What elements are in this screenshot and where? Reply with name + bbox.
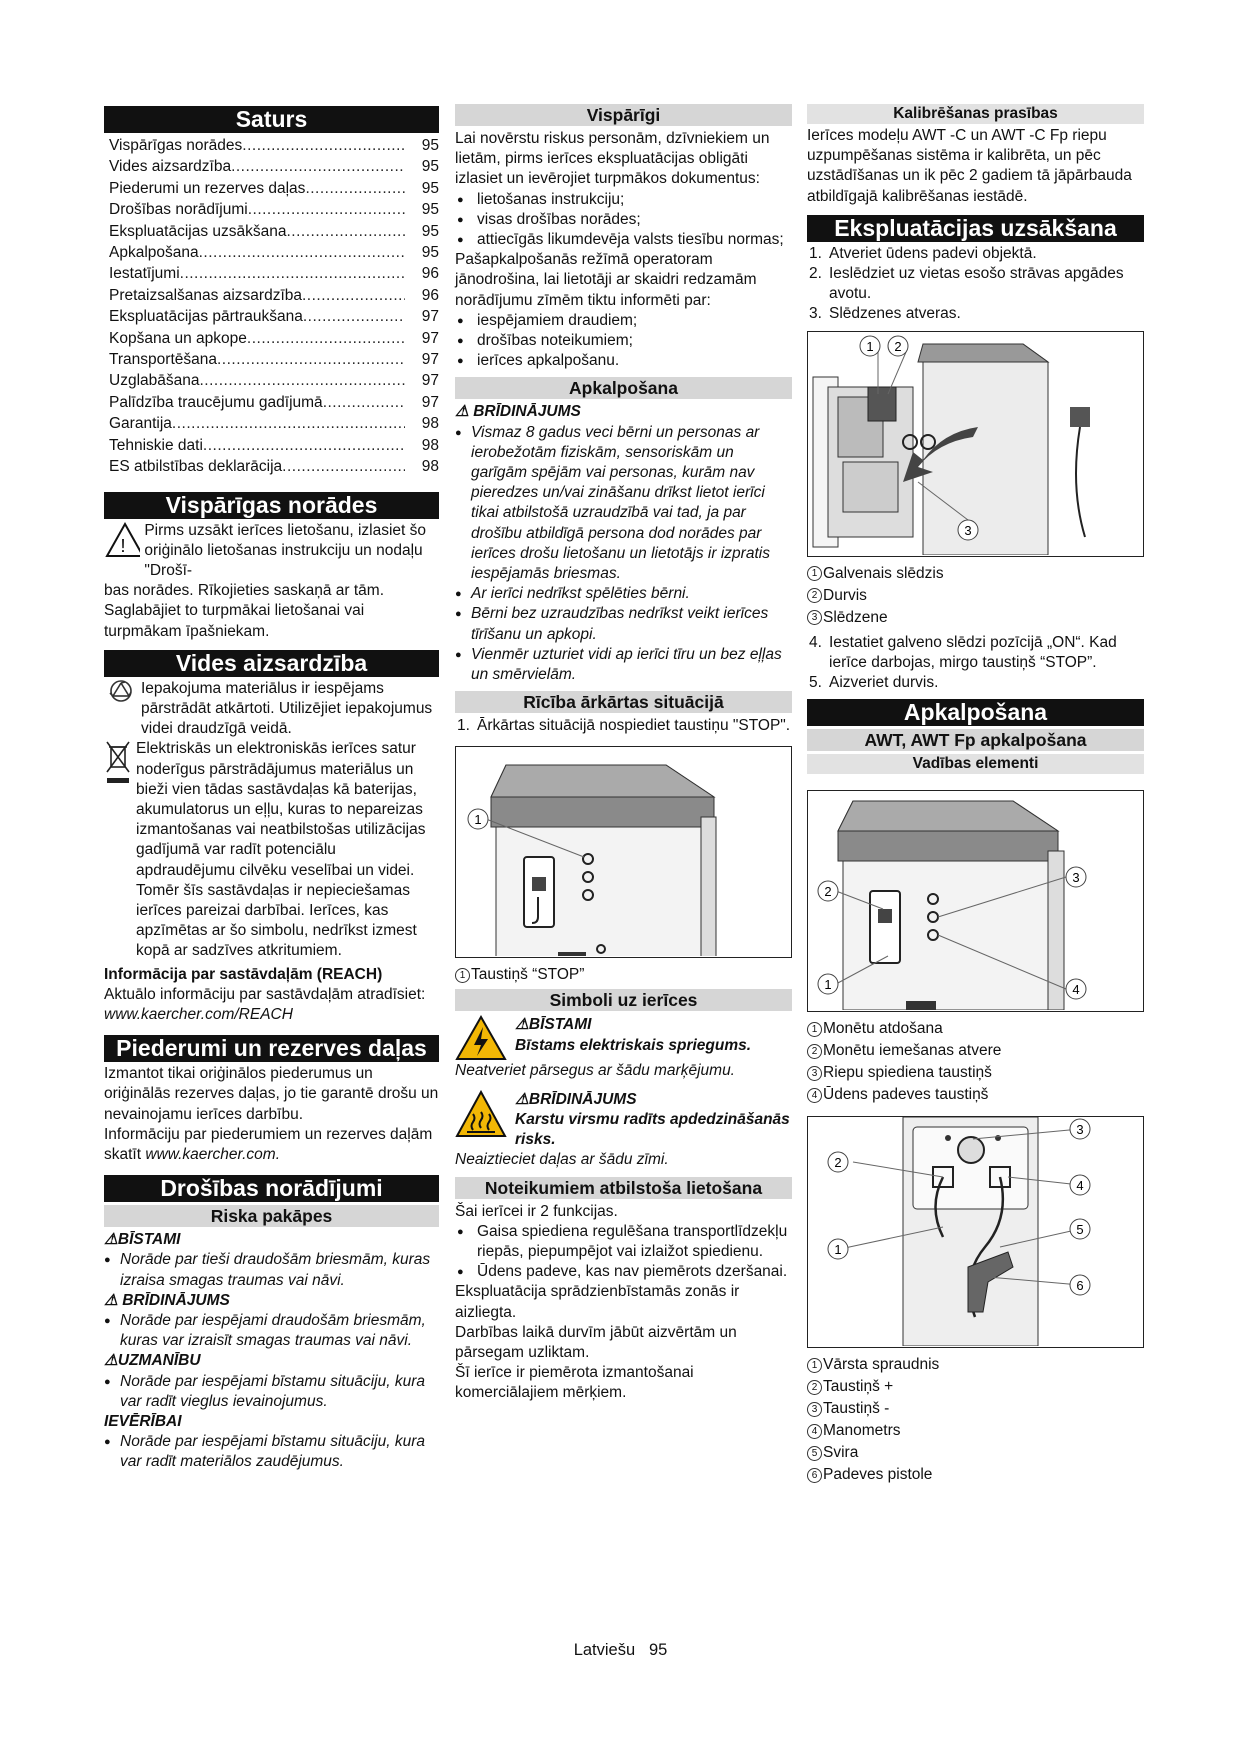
step-text: Iestatiet galveno slēdzi pozīcijā „ON“. Kad ierīce darbojas, mirgo taustiņš “STOP”. [829,633,1117,671]
legend-number: 2 [807,1044,822,1059]
legend-item [807,1354,1144,1376]
legend-item [807,1420,1144,1442]
toc-item[interactable] [104,285,439,306]
legend-text: Ūdens padeves taustiņš [823,1086,989,1104]
calib-title: Kalibrēšanas prasības [807,104,1144,124]
legend-item [807,1376,1144,1398]
legend-item [455,964,792,986]
toc-item-page: 97 [421,308,439,326]
toc-item[interactable] [104,413,439,434]
legend-item [807,1398,1144,1420]
risk-level-text: ● Norāde par iespējami bīstamu situāciju, kura var radīt vieglus ievainojumus. [104,1372,439,1412]
apk-list-item: ● Vismaz 8 gadus veci bērni un personas ar ierobežotām fiziskām, sensoriskām un garīgām spējām vai personas, kurām nav pieredzes un/vai zināšanu drīkst lietot ierīci tikai atbilstošā uzraudzībā vai tad, ja par drošību atbildīgā persona dod norādes par ierīces drošu lietošanu un lietotājs ir izpratis iespējamās briesmas. [455,423,792,585]
hose-illustration [808,1117,1142,1346]
step-number: 2. [809,265,822,283]
risk-level-text: ● Norāde par iespējami bīstamu situāciju, kura var radīt materiālos zaudējumus. [104,1432,439,1472]
visp-list-item: ● lietošanas instrukciju; [455,190,792,210]
reach-text: Aktuālo informāciju par sastāvdaļām atradīsiet: www.kaercher.com/REACH [104,985,426,1023]
toc-dots [323,392,405,413]
use-list-item: ● Gaisa spiediena regulēšana transportlīdzekļu riepās, piepumpējot vai izlaižot spiedienu. [455,1222,792,1262]
toc-item-title: ES atbilstības deklarācija [109,458,283,476]
apk-list-item: ● Vienmēr uzturiet vidi ap ierīci tīru un bez eļļas un smērvielām. [455,645,792,685]
step [807,244,1144,264]
toc-item[interactable] [104,392,439,413]
symbol-hot-bold: Karstu virsmu radīts apdedzināšanās risks. [515,1110,790,1149]
svg-text:4: 4 [1072,982,1080,998]
symbol-hot-text: Neaiztieciet daļas ar šādu zīmi. [455,1151,669,1169]
toc-item-title: Tehniskie dati [109,436,203,454]
acc-text1: Izmantot tikai oriģinālos piederumus un oriģinālās rezerves daļas, jo tie garantē drošu un nevainojamu ierīces darbību. [104,1065,439,1123]
use-list [455,1222,792,1283]
env-weee [104,739,439,961]
legend-number: 1 [807,1022,822,1037]
svg-text:1: 1 [834,1242,842,1258]
toc-item-title: Vides aizsardzība [109,158,232,176]
general-title: Vispārīgas norādes [104,492,439,519]
op-title: Apkalpošana [807,699,1144,726]
legend-text: Monētu iemešanas atvere [823,1042,1002,1060]
use-text2: Darbības laikā durvīm jābūt aizvērtām un pārsegam uzliktam. [455,1323,737,1361]
toc-item-page: 95 [421,158,439,176]
toc-dots [302,285,405,306]
toc-item[interactable] [104,456,439,477]
symbol-electric [455,1015,792,1061]
legend-item [807,1442,1144,1464]
reach-title: Informācija par sastāvdaļām (REACH) [104,965,383,983]
apk-list [455,423,792,686]
legend-item [807,563,1144,585]
toc-dots [180,263,405,284]
start-steps2 [807,633,1144,694]
risk-level-name: ⚠ BRĪDINĀJUMS [104,1291,230,1309]
legend-item [807,1464,1144,1486]
toc-item-title: Uzglabāšana [109,372,200,390]
legend-number: 2 [807,588,822,603]
acc-link[interactable]: www.kaercher.com. [145,1145,281,1163]
toc-item-page: 97 [421,351,439,369]
toc-item-page: 97 [421,372,439,390]
toc-dots [231,156,405,177]
visp-list1 [455,190,792,251]
symbol-hot-head: ⚠BRĪDINĀJUMS [515,1090,637,1108]
apk-list-item: ● Bērni bez uzraudzības nedrīkst veikt ierīces tīrīšanu un apkopi. [455,604,792,644]
op-sub2: Vadības elementi [807,754,1144,774]
toc-item[interactable] [104,156,439,177]
column-left [104,104,439,1473]
toc-item-page: 95 [421,244,439,262]
symbol-hot [455,1090,792,1151]
use-intro: Šai ierīcei ir 2 funkcijas. [455,1202,618,1220]
toc-title: Saturs [104,106,439,133]
toc-item-page: 97 [421,393,439,411]
use-list-item: ● Ūdens padeve, kas nav piemērots dzeršanai. [455,1262,792,1282]
symbols-title: Simboli uz ierīces [455,989,792,1011]
legend-text: Taustiņš + [823,1378,894,1396]
svg-text:1: 1 [824,977,832,993]
risk-level-name: IEVĒRĪBAI [104,1413,182,1431]
legend-number: 1 [455,968,470,983]
legend-text: Galvenais slēdzis [823,564,944,582]
step [807,304,1144,324]
column-right [807,104,1144,1486]
toc-item-title: Piederumi un rezerves daļas [109,179,306,197]
start-legend [807,563,1144,629]
svg-text:3: 3 [1072,870,1080,886]
toc-item-page: 95 [421,179,439,197]
risk-level-text: ● Norāde par iespējami draudošām briesmām, kuras var izraisīt smagas traumas vai nāvi. [104,1311,439,1351]
legend-number: 4 [807,1424,822,1439]
legend-item [807,585,1144,607]
legend-item [807,1040,1144,1062]
legend-number: 1 [807,566,822,581]
toc-dots [203,435,405,456]
toc-item[interactable] [104,242,439,263]
svg-text:!: ! [120,535,126,556]
apk-warning: ⚠ BRĪDINĀJUMS [455,403,581,421]
legend-text: Taustiņš - [823,1400,890,1418]
svg-text:4: 4 [1076,1178,1084,1194]
legend-item [807,1018,1144,1040]
toc-item-page: 98 [421,415,439,433]
svg-text:1: 1 [474,812,482,828]
column-middle [455,104,792,1404]
symbol-electric-head: ⚠BĪSTAMI [515,1016,592,1034]
toc-dots [303,306,405,327]
emerg-legend [455,964,792,986]
general-text1: Pirms uzsākt ierīces lietošanu, izlasiet šo oriģinālo lietošanas instrukciju un nodaļu "Drošī- [144,521,427,579]
toc-item[interactable] [104,306,439,327]
visp-list-item: ● ierīces apkalpošanu. [455,351,792,371]
legend-text: Riepu spiediena taustiņš [823,1064,992,1082]
controls-figure [807,790,1144,1012]
toc-item-title: Pretaizsalšanas aizsardzība [109,286,302,304]
legend-text: Monētu atdošana [823,1020,943,1038]
use-text3: Šī ierīce ir piemērota izmantošanai komerciālajiem mērķiem. [455,1364,694,1402]
legend-text: Svira [823,1444,859,1462]
visp-intro: Lai novērstu riskus personām, dzīvniekiem un lietām, pirms ierīces ekspluatācijas obligāti izlasiet un ievērojiet turpmākos dokumentus: [455,130,770,188]
toc-item-title: Ekspluatācijas uzsākšana [109,222,287,240]
legend-number: 3 [807,610,822,625]
general-text2: bas norādes. Rīkojieties saskaņā ar tām. Saglabājiet to turpmākai lietošanai vai turpmākam īpašniekam. [104,582,384,640]
legend-text: Durvis [823,586,867,604]
risk-levels [104,1230,439,1472]
legend-item [807,607,1144,629]
toc-item-page: 95 [421,201,439,219]
legend-text: Vārsta spraudnis [823,1356,940,1374]
symbol-electric-bold: Bīstams elektriskais spriegums. [515,1036,752,1054]
warning-book-icon [104,521,140,559]
step-number: 4. [809,633,822,651]
toc-item-page: 95 [421,222,439,240]
safety-title: Drošības norādījumi [104,1175,439,1202]
step [807,633,1144,673]
controls-illustration [808,791,1142,1010]
env-text1: Iepakojuma materiālus ir iespējams pārstrādāt atkārtoti. Utilizējiet iepakojumus videi draudzīgā veidā. [141,679,433,738]
legend-text: Manometrs [823,1422,901,1440]
main-switch-figure [807,331,1144,557]
legend-text: Taustiņš “STOP” [471,966,585,984]
legend-item [807,1084,1144,1106]
symbol-electric-text: Neatveriet pārsegus ar šādu marķējumu. [455,1062,735,1080]
legend-text: Padeves pistole [823,1466,933,1484]
toc-dots [287,221,406,242]
toc-item-title: Garantija [109,415,172,433]
visp-list-item: ● visas drošības norādes; [455,210,792,230]
visp-mid: Pašapkalpošanās režīmā operatoram jānodrošina, lai lietotāji ar skaidri redzamām norādījumu zīmēm tiktu informēti par: [455,251,757,309]
crossed-bin-icon [104,739,132,785]
svg-text:6: 6 [1076,1278,1084,1294]
legend-item [807,1062,1144,1084]
step-number: 1. [809,244,822,262]
toc-dots [172,413,405,434]
emerg-step: 1. Ārkārtas situācijā nospiediet taustiņu "STOP". [457,717,791,735]
toc-item-page: 98 [421,436,439,454]
toc-dots [248,199,405,220]
toc-item[interactable] [104,370,439,391]
hose-figure [807,1116,1144,1348]
toc-dots [242,135,405,156]
legend-number: 6 [807,1468,822,1483]
toc-item-page: 98 [421,458,439,476]
hot-surface-icon [455,1090,507,1140]
toc-item-page: 96 [421,286,439,304]
acc-text2: Informāciju par piederumiem un rezerves daļām skatīt www.kaercher.com. [104,1125,433,1163]
recycle-icon [104,679,138,709]
toc-list [104,135,439,478]
legend-number: 5 [807,1446,822,1461]
svg-text:5: 5 [1076,1222,1084,1238]
legend-number: 2 [807,1380,822,1395]
env-text2: Elektriskās un elektroniskās ierīces satur noderīgus pārstrādājumus materiālus un bieži vien tādas sastāvdaļas kā baterijas, akumulatorus un eļļu, kuras to nepareizas izmantošanas vai neatbilstošas utilizācijas gadījumā var radīt potenciālu apdraudējumu cilvēku veselībai un videi. Tomēr šīs sastāvdaļas ir nepieciešamas ierīces pareizai darbībai. Ierīces, kas apzīmētas ar šo simbolu, nedrīkst izmest kopā ar sadzīves atkritumiem. [136,740,426,960]
risk-level-name: ⚠UZMANĪBU [104,1352,201,1370]
toc-item-title: Apkalpošana [109,244,199,262]
step-number: 3. [809,305,822,323]
legend-number: 3 [807,1066,822,1081]
acc-title: Piederumi un rezerves daļas [104,1035,439,1062]
svg-text:2: 2 [894,338,902,354]
page-footer [0,1640,1241,1660]
calib-text: Ierīces modeļu AWT -C un AWT -C Fp riepu uzpumpēšanas sistēma ir kalibrēta, un pēc uzstādīšanas un ik pēc 2 gadiem tā jāpārbauda atbildīgajā kalibrēšanas iestādē. [807,127,1132,205]
toc-dots [217,349,405,370]
toc-item[interactable] [104,263,439,284]
toc-item[interactable] [104,221,439,242]
legend-number: 1 [807,1358,822,1373]
apk-list-item: ● Ar ierīci nedrīkst spēlēties bērni. [455,584,792,604]
use-title: Noteikumiem atbilstoša lietošana [455,1177,792,1199]
legend-text: Slēdzene [823,608,888,626]
toc-dots [199,370,405,391]
toc-item-title: Iestatījumi [109,265,180,283]
toc-item[interactable] [104,328,439,349]
visp-list2 [455,311,792,372]
svg-text:1: 1 [866,338,874,354]
visp-list-item: ● drošības noteikumiem; [455,331,792,351]
toc-item-page: 97 [421,329,439,347]
page-number: 95 [648,1641,668,1659]
stop-illustration [456,747,790,956]
stop-figure [455,746,792,958]
reach-link[interactable]: www.kaercher.com/REACH [104,1005,293,1023]
toc-item-title: Kopšana un apkope [109,329,247,347]
toc-item[interactable] [104,349,439,370]
step-number: 5. [809,674,822,692]
svg-text:3: 3 [1076,1122,1084,1138]
toc-item-title: Drošības norādījumi [109,201,248,219]
toc-item-title: Ekspluatācijas pārtraukšana [109,308,303,326]
env-title: Vides aizsardzība [104,650,439,677]
toc-item-title: Palīdzība traucējumu gadījumā [109,393,323,411]
svg-text:2: 2 [824,884,832,900]
hose-legend [807,1354,1144,1486]
electric-hazard-icon [455,1015,507,1061]
step-text: Atveriet ūdens padevi objektā. [829,244,1037,262]
toc-item-page: 96 [421,265,439,283]
step-text: Aizveriet durvis. [829,674,939,692]
risk-level-name: ⚠BĪSTAMI [104,1231,181,1249]
visp-list-item: ● iespējamiem draudiem; [455,311,792,331]
visp-title: Vispārīgi [455,104,792,126]
step [807,264,1144,304]
toc-dots [199,242,405,263]
step-text: Slēdzenes atveras. [829,305,961,323]
start-steps [807,244,1144,325]
toc-item-page: 95 [421,137,439,154]
emerg-title: Rīcība ārkārtas situācijā [455,691,792,713]
risk-level-text: ● Norāde par tieši draudošām briesmām, kuras izraisa smagas traumas vai nāvi. [104,1250,439,1290]
svg-text:2: 2 [834,1155,842,1171]
toc-dots [305,178,405,199]
safety-sub: Riska pakāpes [104,1205,439,1227]
controls-legend [807,1018,1144,1106]
env-recycle [104,679,439,740]
general-intro [104,521,439,582]
main-switch-illustration [808,332,1142,555]
footer-language: Latviešu [573,1641,636,1659]
toc-item[interactable] [104,135,439,156]
use-text1: Ekspluatācija sprādzienbīstamās zonās ir aizliegta. [455,1283,740,1321]
toc-item[interactable] [104,199,439,220]
step [807,673,1144,693]
toc-item-title: Vispārīgas norādes [109,137,243,154]
legend-number: 3 [807,1402,822,1417]
toc-item[interactable] [104,178,439,199]
svg-text:3: 3 [964,522,972,538]
step-text: Ieslēdziet uz vietas esošo strāvas apgādes avotu. [829,265,1124,303]
op-sub: AWT, AWT Fp apkalpošana [807,729,1144,751]
toc-dots [247,328,405,349]
apk-title: Apkalpošana [455,377,792,399]
start-title: Ekspluatācijas uzsākšana [807,215,1144,242]
toc-dots [282,456,405,477]
toc-item-title: Transportēšana [109,351,217,369]
legend-number: 4 [807,1088,822,1103]
toc-item[interactable] [104,435,439,456]
visp-list-item: ● attiecīgās likumdevēja valsts tiesību normas; [455,230,792,250]
